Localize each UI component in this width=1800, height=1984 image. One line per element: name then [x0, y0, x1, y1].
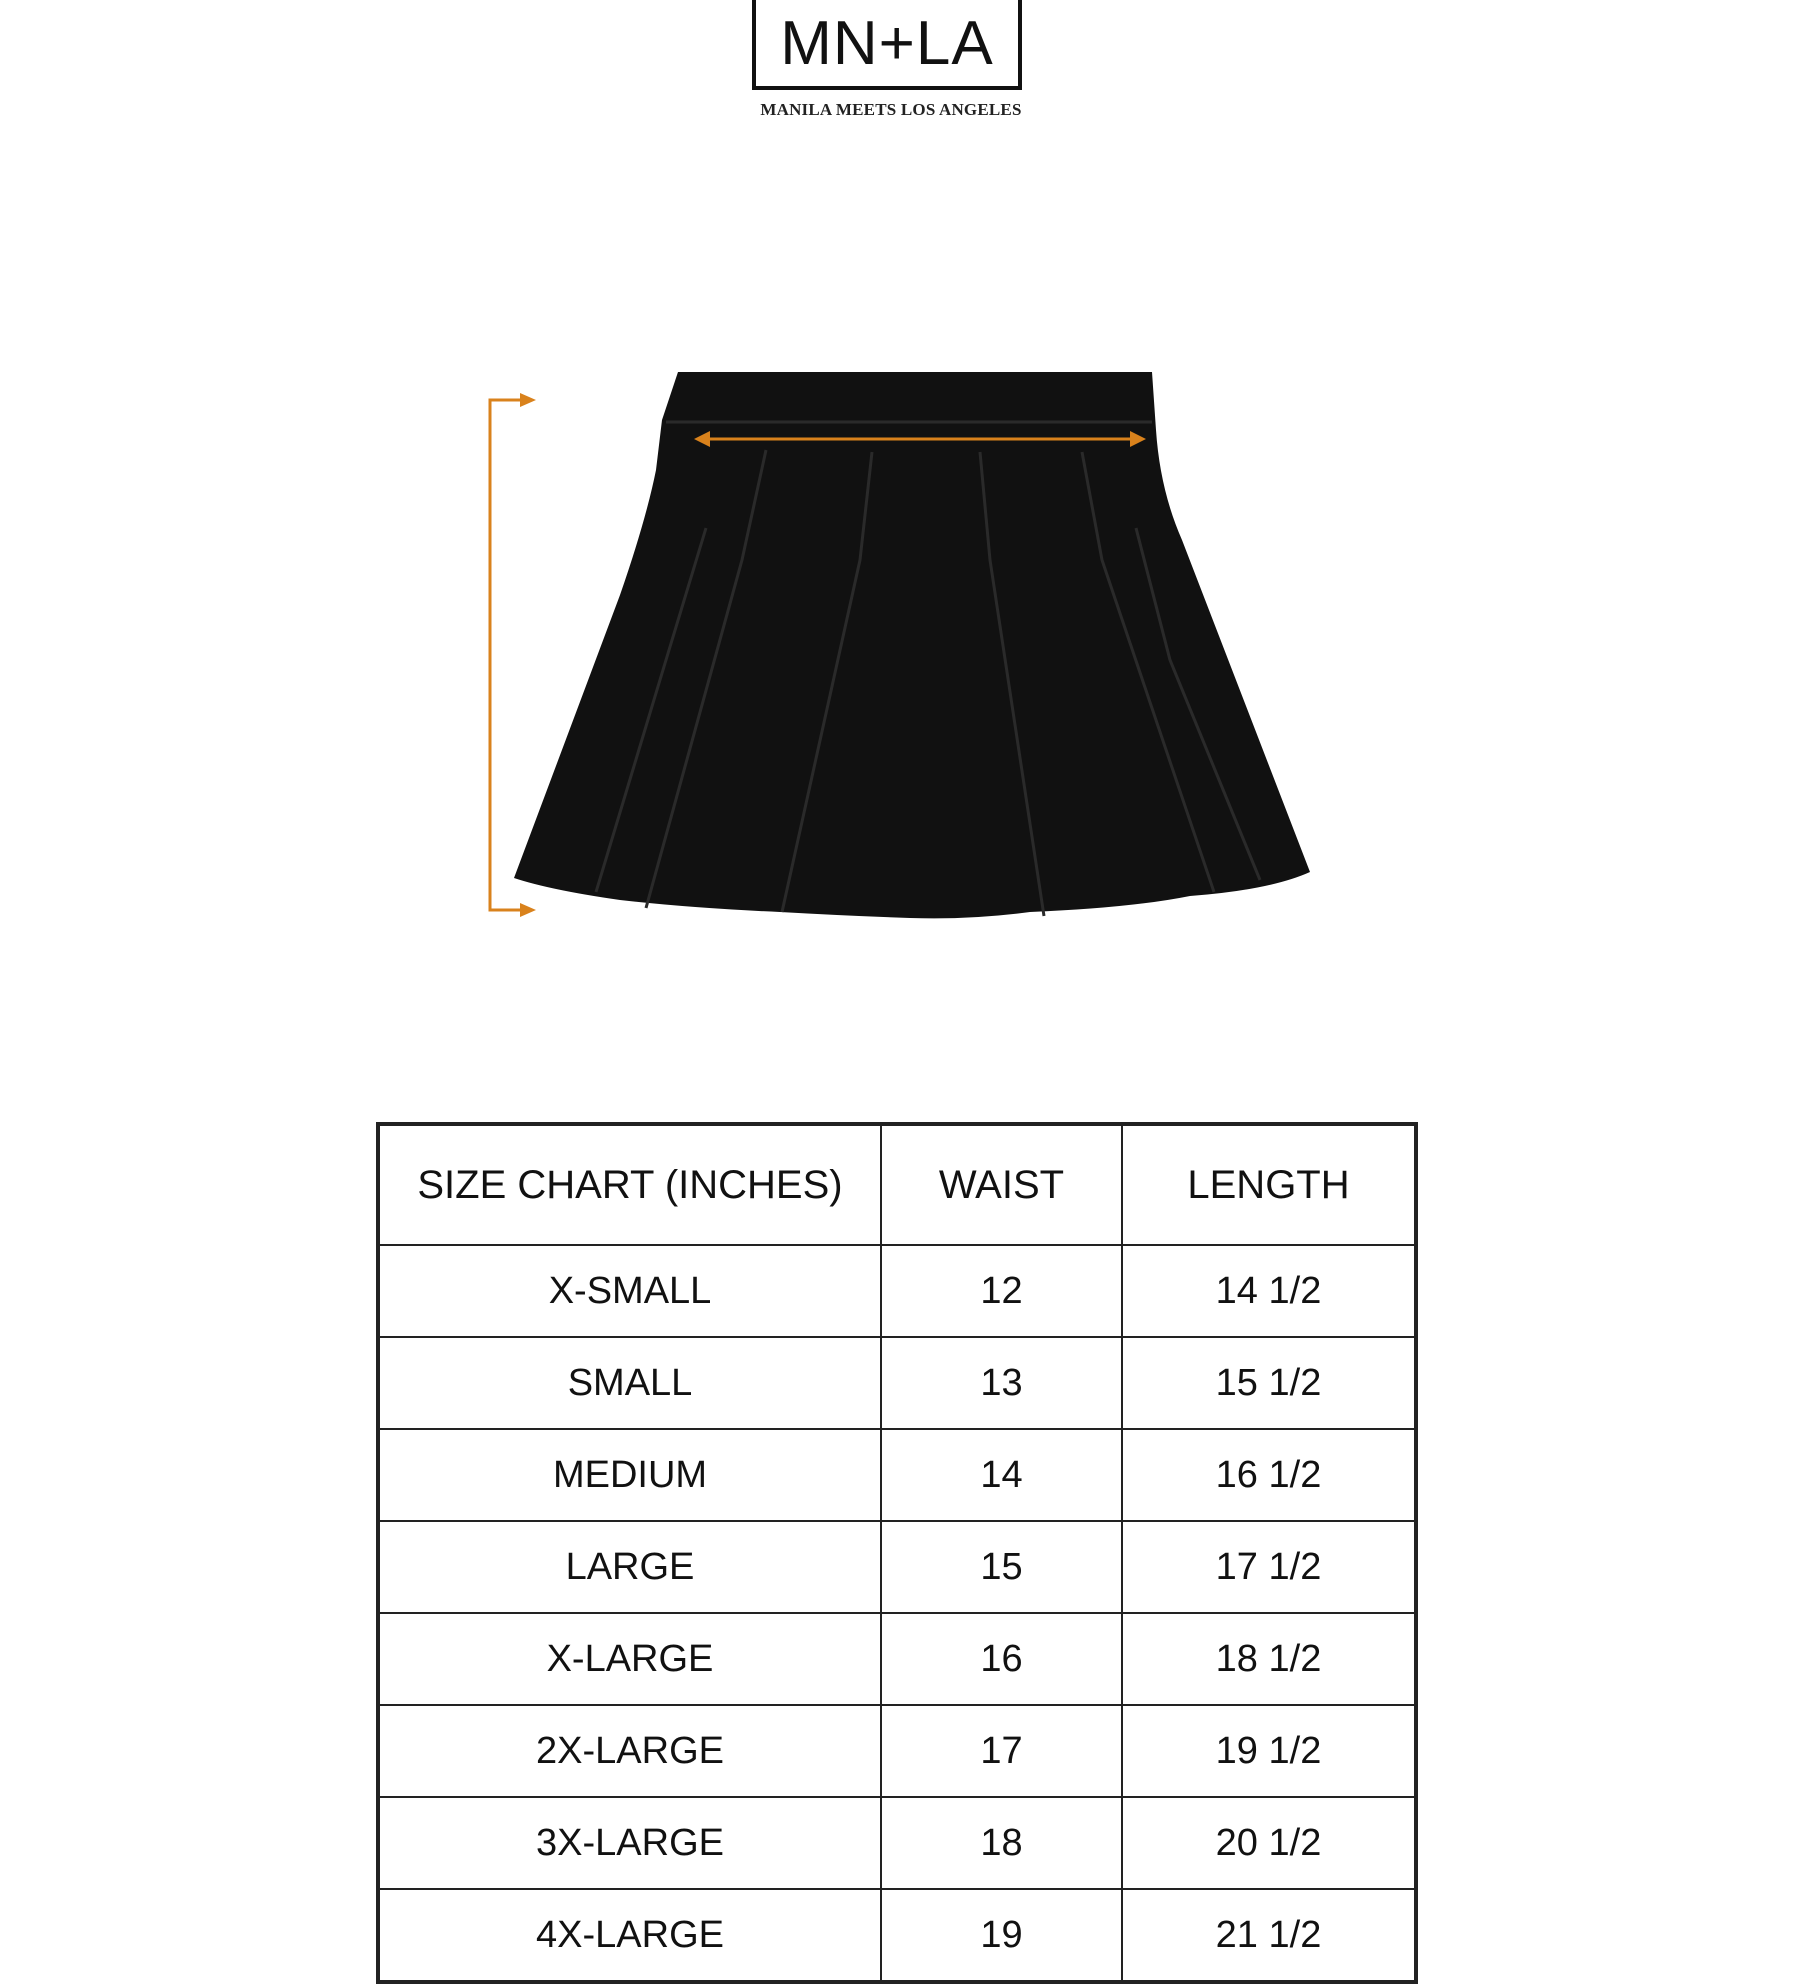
waist-cell: 12	[881, 1245, 1122, 1337]
table-row	[378, 1245, 1416, 1337]
size-cell: 4X-LARGE	[378, 1889, 881, 1982]
brand-tagline: MANILA MEETS LOS ANGELES	[760, 100, 1022, 119]
waist-cell: 15	[881, 1521, 1122, 1613]
length-cell: 20 1/2	[1122, 1797, 1416, 1889]
waist-cell: 13	[881, 1337, 1122, 1429]
length-cell: 21 1/2	[1122, 1889, 1416, 1982]
size-cell: 3X-LARGE	[378, 1797, 881, 1889]
size-cell: 2X-LARGE	[378, 1705, 881, 1797]
header-waist: WAIST	[881, 1124, 1122, 1245]
length-cell: 15 1/2	[1122, 1337, 1416, 1429]
brand-logo	[752, 0, 1022, 90]
waist-cell: 18	[881, 1797, 1122, 1889]
waist-cell: 14	[881, 1429, 1122, 1521]
header-size: SIZE CHART (INCHES)	[378, 1124, 881, 1245]
length-cell: 18 1/2	[1122, 1613, 1416, 1705]
size-chart-table	[376, 1122, 1418, 1984]
size-cell: SMALL	[378, 1337, 881, 1429]
table-row	[378, 1705, 1416, 1797]
table-row	[378, 1337, 1416, 1429]
size-cell: MEDIUM	[378, 1429, 881, 1521]
logo-text: MN+LA	[780, 8, 994, 78]
length-cell: 19 1/2	[1122, 1705, 1416, 1797]
skirt-shape	[514, 372, 1310, 918]
skirt-illustration	[470, 360, 1330, 940]
table-row	[378, 1613, 1416, 1705]
waist-cell: 19	[881, 1889, 1122, 1982]
size-cell: X-LARGE	[378, 1613, 881, 1705]
header-row	[378, 1124, 1416, 1245]
header-length: LENGTH	[1122, 1124, 1416, 1245]
length-cell: 17 1/2	[1122, 1521, 1416, 1613]
size-cell: LARGE	[378, 1521, 881, 1613]
length-cell: 16 1/2	[1122, 1429, 1416, 1521]
length-cell: 14 1/2	[1122, 1245, 1416, 1337]
table-row	[378, 1521, 1416, 1613]
table-row	[378, 1797, 1416, 1889]
table-row	[378, 1889, 1416, 1982]
waist-cell: 16	[881, 1613, 1122, 1705]
waist-cell: 17	[881, 1705, 1122, 1797]
table-row	[378, 1429, 1416, 1521]
size-cell: X-SMALL	[378, 1245, 881, 1337]
